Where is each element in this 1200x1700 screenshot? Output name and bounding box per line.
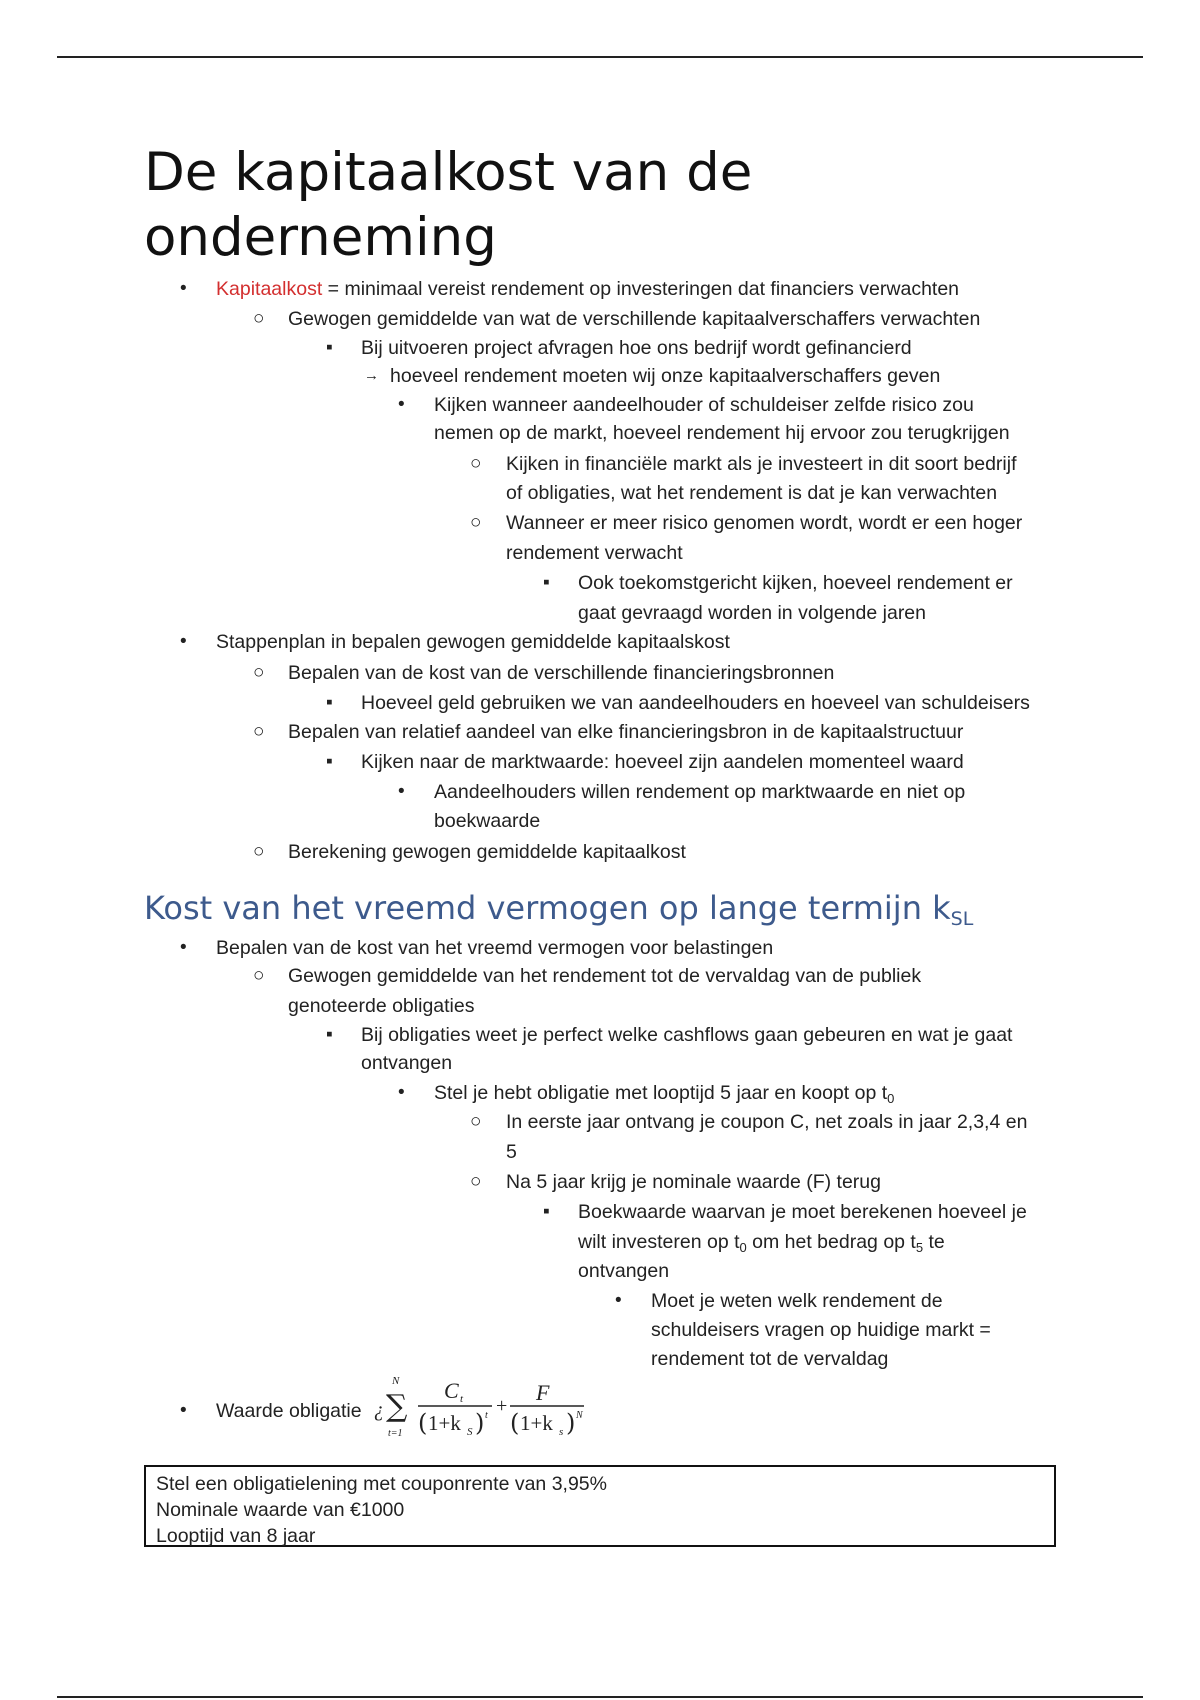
paren-open-2: ( xyxy=(510,1409,520,1437)
bullet-circle: ○ xyxy=(470,1111,482,1132)
bullet-circle: ○ xyxy=(253,721,265,742)
list-item-continued: genoteerde obligaties xyxy=(288,995,475,1017)
kapitaalkost-term: Kapitaalkost xyxy=(216,278,323,300)
bullet-disc: • xyxy=(180,1400,187,1421)
definition-text: = minimaal vereist rendement op investeringen dat financiers verwachten xyxy=(322,278,960,300)
section-heading xyxy=(144,888,973,939)
page-title xyxy=(144,140,752,270)
numerator-1-subscript: t xyxy=(460,1393,464,1405)
example-box xyxy=(144,1465,1056,1547)
list-item-continued: rendement tot de vervaldag xyxy=(651,1348,889,1370)
text: om het bedrag op t xyxy=(746,1231,916,1253)
numerator-2: F xyxy=(536,1380,550,1405)
sum-icon: ∑ xyxy=(386,1389,408,1424)
example-line-3: Looptijd van 8 jaar xyxy=(156,1525,316,1547)
bullet-square: ▪ xyxy=(543,572,550,593)
list-item: Moet je weten welk rendement de xyxy=(651,1290,943,1312)
bullet-circle: ○ xyxy=(253,841,265,862)
text: wilt investeren op t xyxy=(578,1231,740,1253)
list-item-text: Stel je hebt obligatie met looptijd 5 jaar en koopt op t xyxy=(434,1082,888,1104)
bond-value-formula xyxy=(374,1372,594,1444)
arrow-icon: → xyxy=(364,367,379,384)
list-item: Wanneer er meer risico genomen wordt, wordt er een hoger xyxy=(506,512,1023,534)
list-item: Kijken naar de marktwaarde: hoeveel zijn aandelen momenteel waard xyxy=(361,751,964,773)
list-item: Bepalen van de kost van de verschillende financieringsbronnen xyxy=(288,662,835,684)
denominator-2: 1+k xyxy=(520,1411,553,1435)
bullet-square: ▪ xyxy=(326,751,333,772)
list-item: Berekening gewogen gemiddelde kapitaalkost xyxy=(288,841,686,863)
list-item xyxy=(434,1080,894,1112)
list-item-continued: rendement verwacht xyxy=(506,542,683,564)
bullet-square: ▪ xyxy=(326,337,333,358)
paren-close-2: ) xyxy=(566,1409,576,1437)
list-item-continued: boekwaarde xyxy=(434,810,541,832)
list-item-continued: gaat gevraagd worden in volgende jaren xyxy=(578,602,927,624)
heading-subscript: SL xyxy=(950,908,974,930)
bullet-disc: • xyxy=(180,278,187,299)
bullet-circle: ○ xyxy=(253,965,265,986)
text: te xyxy=(923,1231,945,1253)
bottom-rule xyxy=(57,1696,1143,1698)
subscript: 0 xyxy=(887,1091,895,1106)
paren-open-1: ( xyxy=(418,1409,428,1437)
waarde-obligatie-label: Waarde obligatie xyxy=(216,1400,362,1422)
list-item: Ook toekomstgericht kijken, hoeveel rendement er xyxy=(578,572,1013,594)
title-line-2: onderneming xyxy=(144,207,497,268)
subscript: 0 xyxy=(739,1240,747,1255)
kapitaalkost-definition xyxy=(216,276,959,302)
list-item-continued xyxy=(578,1229,945,1261)
title-line-1: De kapitaalkost van de xyxy=(144,142,753,203)
bullet-disc: • xyxy=(398,394,405,415)
list-item-continued: nemen op de markt, hoeveel rendement hij ervoor zou terugkrijgen xyxy=(434,422,1010,444)
paren-close-1: ) xyxy=(475,1409,485,1437)
list-item: Boekwaarde waarvan je moet berekenen hoeveel je xyxy=(578,1201,1027,1223)
list-item: Bepalen van relatief aandeel van elke financieringsbron in de kapitaalstructuur xyxy=(288,721,964,743)
denominator-2-exponent: N xyxy=(576,1410,583,1421)
bullet-circle: ○ xyxy=(470,453,482,474)
list-item-continued: schuldeisers vragen op huidige markt = xyxy=(651,1319,991,1341)
bullet-square: ▪ xyxy=(326,692,333,713)
list-item: Gewogen gemiddelde van wat de verschillende kapitaalverschaffers verwachten xyxy=(288,308,981,330)
bullet-circle: ○ xyxy=(253,662,265,683)
list-item: Aandeelhouders willen rendement op marktwaarde en niet op xyxy=(434,781,966,803)
section-heading-text: Kost van het vreemd vermogen op lange termijn k xyxy=(144,889,951,927)
example-line-1: Stel een obligatielening met couponrente van 3,95% xyxy=(156,1473,607,1495)
top-rule xyxy=(57,56,1143,58)
sum-lower-limit: t=1 xyxy=(388,1428,403,1439)
denominator-1-subscript: S xyxy=(467,1426,473,1438)
list-item: Kijken in financiële markt als je investeert in dit soort bedrijf xyxy=(506,453,1017,475)
list-item: Stappenplan in bepalen gewogen gemiddelde kapitaalskost xyxy=(216,631,730,653)
bullet-circle: ○ xyxy=(470,512,482,533)
list-item: Bij uitvoeren project afvragen hoe ons bedrijf wordt gefinancierd xyxy=(361,337,912,359)
list-item: Bij obligaties weet je perfect welke cashflows gaan gebeuren en wat je gaat xyxy=(361,1024,1013,1046)
list-item-continued: ontvangen xyxy=(361,1052,453,1074)
bullet-disc: • xyxy=(398,1082,405,1103)
list-item: Gewogen gemiddelde van het rendement tot de vervaldag van de publiek xyxy=(288,965,922,987)
example-line-2: Nominale waarde van €1000 xyxy=(156,1499,405,1521)
subscript: 5 xyxy=(915,1240,924,1255)
list-item: Hoeveel geld gebruiken we van aandeelhouders en hoeveel van schuldeisers xyxy=(361,692,1030,714)
numerator-1: C xyxy=(444,1378,459,1403)
list-item-continued: 5 xyxy=(506,1141,517,1163)
list-item: hoeveel rendement moeten wij onze kapitaalverschaffers geven xyxy=(390,365,941,387)
list-item: In eerste jaar ontvang je coupon C, net zoals in jaar 2,3,4 en xyxy=(506,1111,1028,1133)
bullet-disc: • xyxy=(180,937,187,958)
denominator-2-subscript: s xyxy=(559,1426,564,1438)
denominator-1-exponent: t xyxy=(485,1410,488,1421)
bullet-square: ▪ xyxy=(543,1201,550,1222)
bullet-disc: • xyxy=(615,1290,622,1311)
list-item: Kijken wanneer aandeelhouder of schuldeiser zelfde risico zou xyxy=(434,394,974,416)
bullet-circle: ○ xyxy=(470,1171,482,1192)
bullet-square: ▪ xyxy=(326,1024,333,1045)
list-item-continued: of obligaties, wat het rendement is dat je kan verwachten xyxy=(506,482,998,504)
formula-question-mark: ¿ xyxy=(374,1399,384,1421)
list-item: Bepalen van de kost van het vreemd vermogen voor belastingen xyxy=(216,937,774,959)
bullet-circle: ○ xyxy=(253,308,265,329)
list-item: Na 5 jaar krijg je nominale waarde (F) terug xyxy=(506,1171,881,1193)
bullet-disc: • xyxy=(398,781,405,802)
bullet-disc: • xyxy=(180,631,187,652)
denominator-1: 1+k xyxy=(428,1411,461,1435)
sum-upper-limit: N xyxy=(392,1375,400,1387)
list-item-continued: ontvangen xyxy=(578,1260,670,1282)
plus-sign: + xyxy=(496,1395,508,1417)
